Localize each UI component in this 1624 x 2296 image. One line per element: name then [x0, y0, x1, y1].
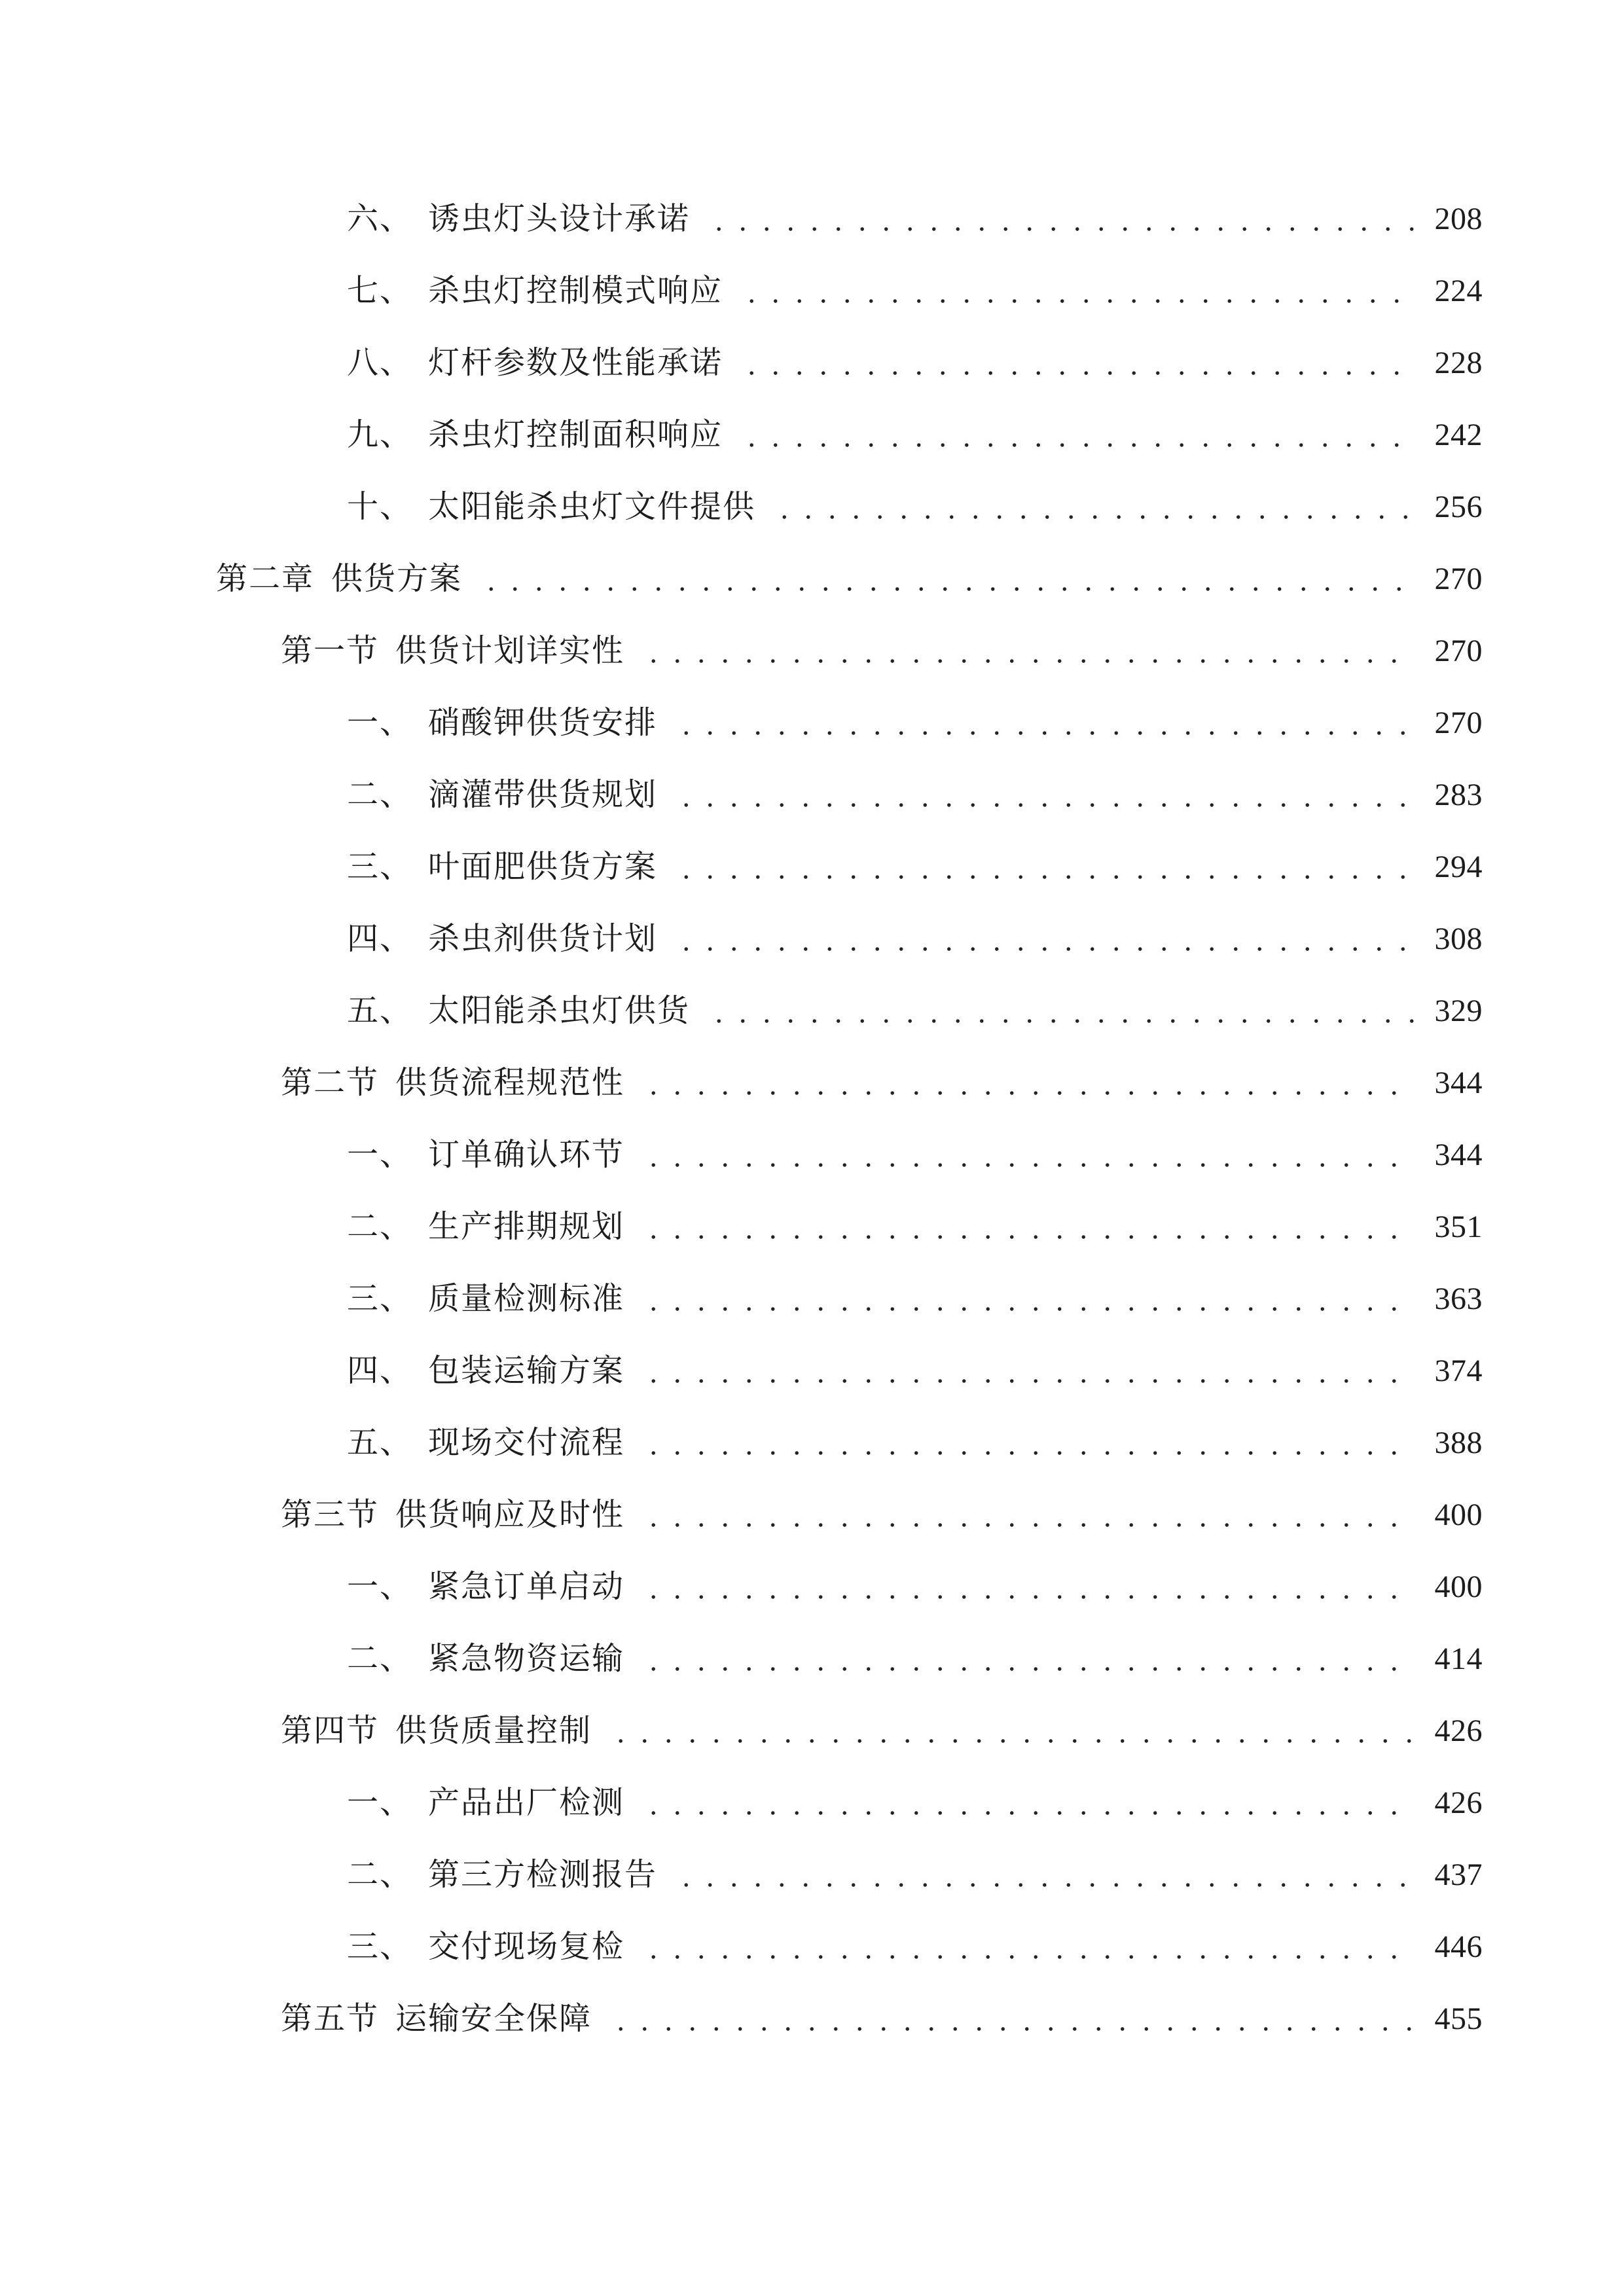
entry-title: 质量检测标准: [428, 1282, 625, 1316]
toc-section-entry[interactable]: [0, 1479, 1483, 1551]
dot-leader: [606, 2003, 1415, 2035]
dot-leader: [737, 276, 1415, 307]
entry-number: 一、: [347, 706, 413, 740]
toc-entry[interactable]: [0, 255, 1483, 327]
entry-title: 现场交付流程: [428, 1426, 625, 1460]
entry-title: 交付现场复检: [428, 1929, 625, 1964]
section-title: 供货质量控制: [395, 1713, 592, 1748]
entry-number: 二、: [347, 1210, 413, 1244]
section-number: 第四节: [281, 1713, 380, 1748]
dot-leader: [737, 420, 1415, 451]
dot-leader: [770, 492, 1415, 523]
dot-leader: [639, 1787, 1415, 1819]
entry-number: 九、: [347, 418, 413, 452]
toc-entry[interactable]: [0, 687, 1483, 759]
toc-entry[interactable]: [0, 399, 1483, 471]
entry-title: 第三方检测报告: [428, 1857, 658, 1892]
dot-leader: [672, 780, 1415, 811]
entry-number: 一、: [347, 1570, 413, 1604]
dot-leader: [606, 1715, 1415, 1747]
dot-leader: [737, 348, 1415, 379]
entry-number: 二、: [347, 1641, 413, 1676]
toc-entry[interactable]: [0, 759, 1483, 831]
entry-title: 杀虫剂供货计划: [428, 922, 658, 956]
entry-page-number: 455: [1434, 2001, 1483, 2036]
entry-title: 杀虫灯控制面积响应: [428, 418, 723, 452]
dot-leader: [704, 996, 1415, 1027]
entry-title: 包装运输方案: [428, 1354, 625, 1388]
toc-section-entry[interactable]: [0, 1983, 1483, 2055]
entry-title: 诱虫灯头设计承诺: [428, 202, 691, 236]
entry-page-number: 270: [1434, 562, 1483, 596]
entry-page-number: 446: [1434, 1929, 1483, 1964]
entry-number: 五、: [347, 1426, 413, 1460]
entry-page-number: 208: [1434, 202, 1483, 236]
entry-title: 订单确认环节: [428, 1138, 625, 1172]
dot-leader: [704, 204, 1415, 235]
section-number: 第二节: [281, 1066, 380, 1100]
toc-section-entry[interactable]: [0, 1695, 1483, 1767]
dot-leader: [672, 708, 1415, 739]
table-of-contents: [0, 183, 1483, 2055]
section-title: 供货响应及时性: [395, 1498, 625, 1532]
dot-leader: [639, 1283, 1415, 1315]
entry-number: 三、: [347, 850, 413, 884]
entry-number: 一、: [347, 1785, 413, 1820]
section-number: 第三节: [281, 1498, 380, 1532]
entry-page-number: 270: [1434, 634, 1483, 668]
dot-leader: [639, 1931, 1415, 1963]
entry-title: 叶面肥供货方案: [428, 850, 658, 884]
toc-entry[interactable]: [0, 1551, 1483, 1623]
entry-page-number: 256: [1434, 490, 1483, 524]
entry-number: 六、: [347, 202, 413, 236]
section-number: 第一节: [281, 634, 380, 668]
toc-entry[interactable]: [0, 1767, 1483, 1839]
entry-page-number: 344: [1434, 1138, 1483, 1172]
entry-page-number: 414: [1434, 1641, 1483, 1676]
entry-page-number: 400: [1434, 1498, 1483, 1532]
entry-title: 硝酸钾供货安排: [428, 706, 658, 740]
entry-number: 五、: [347, 994, 413, 1028]
entry-page-number: 363: [1434, 1282, 1483, 1316]
dot-leader: [672, 852, 1415, 883]
dot-leader: [672, 924, 1415, 955]
entry-page-number: 351: [1434, 1210, 1483, 1244]
entry-number: 七、: [347, 274, 413, 308]
entry-title: 太阳能杀虫灯文件提供: [428, 490, 756, 524]
dot-leader: [639, 636, 1415, 667]
entry-page-number: 224: [1434, 274, 1483, 308]
toc-entry[interactable]: [0, 183, 1483, 255]
entry-number: 三、: [347, 1282, 413, 1316]
section-title: 供货计划详实性: [395, 634, 625, 668]
dot-leader: [672, 1859, 1415, 1891]
entry-page-number: 388: [1434, 1426, 1483, 1460]
toc-entry[interactable]: [0, 1191, 1483, 1263]
toc-entry[interactable]: [0, 1911, 1483, 1983]
section-number: 第五节: [281, 2001, 380, 2036]
entry-title: 滴灌带供货规划: [428, 778, 658, 812]
entry-page-number: 308: [1434, 922, 1483, 956]
toc-entry[interactable]: [0, 1407, 1483, 1479]
chapter-title: 供货方案: [331, 562, 463, 596]
section-title: 供货流程规范性: [395, 1066, 625, 1100]
entry-number: 四、: [347, 922, 413, 956]
toc-section-entry[interactable]: [0, 1047, 1483, 1119]
entry-title: 太阳能杀虫灯供货: [428, 994, 691, 1028]
entry-page-number: 400: [1434, 1570, 1483, 1604]
entry-number: 一、: [347, 1138, 413, 1172]
dot-leader: [639, 1139, 1415, 1171]
dot-leader: [639, 1355, 1415, 1387]
chapter-number: 第二章: [216, 562, 315, 596]
toc-entry[interactable]: [0, 831, 1483, 903]
entry-page-number: 242: [1434, 418, 1483, 452]
toc-entry[interactable]: [0, 1263, 1483, 1335]
dot-leader: [639, 1211, 1415, 1243]
toc-entry[interactable]: [0, 1119, 1483, 1191]
dot-leader: [639, 1499, 1415, 1531]
toc-entry[interactable]: [0, 1623, 1483, 1695]
toc-entry[interactable]: [0, 1335, 1483, 1407]
entry-page-number: 374: [1434, 1354, 1483, 1388]
toc-section-entry[interactable]: [0, 615, 1483, 687]
toc-entry[interactable]: [0, 471, 1483, 543]
entry-number: 八、: [347, 346, 413, 380]
entry-page-number: 270: [1434, 706, 1483, 740]
entry-title: 生产排期规划: [428, 1210, 625, 1244]
entry-title: 产品出厂检测: [428, 1785, 625, 1820]
entry-number: 十、: [347, 490, 413, 524]
entry-page-number: 437: [1434, 1857, 1483, 1892]
entry-page-number: 344: [1434, 1066, 1483, 1100]
entry-page-number: 426: [1434, 1785, 1483, 1820]
entry-title: 灯杆参数及性能承诺: [428, 346, 723, 380]
entry-title: 紧急订单启动: [428, 1570, 625, 1604]
dot-leader: [477, 564, 1415, 595]
entry-number: 四、: [347, 1354, 413, 1388]
dot-leader: [639, 1427, 1415, 1459]
dot-leader: [639, 1643, 1415, 1675]
dot-leader: [639, 1571, 1415, 1603]
entry-page-number: 294: [1434, 850, 1483, 884]
section-title: 运输安全保障: [395, 2001, 592, 2036]
entry-number: 二、: [347, 778, 413, 812]
dot-leader: [639, 1067, 1415, 1099]
entry-number: 三、: [347, 1929, 413, 1964]
toc-entry[interactable]: [0, 903, 1483, 975]
entry-title: 杀虫灯控制模式响应: [428, 274, 723, 308]
entry-page-number: 329: [1434, 994, 1483, 1028]
toc-entry[interactable]: [0, 1839, 1483, 1911]
toc-entry[interactable]: [0, 327, 1483, 399]
entry-title: 紧急物资运输: [428, 1641, 625, 1676]
toc-entry[interactable]: [0, 975, 1483, 1047]
toc-chapter-entry[interactable]: [0, 543, 1483, 615]
entry-page-number: 228: [1434, 346, 1483, 380]
entry-page-number: 283: [1434, 778, 1483, 812]
entry-page-number: 426: [1434, 1713, 1483, 1748]
entry-number: 二、: [347, 1857, 413, 1892]
